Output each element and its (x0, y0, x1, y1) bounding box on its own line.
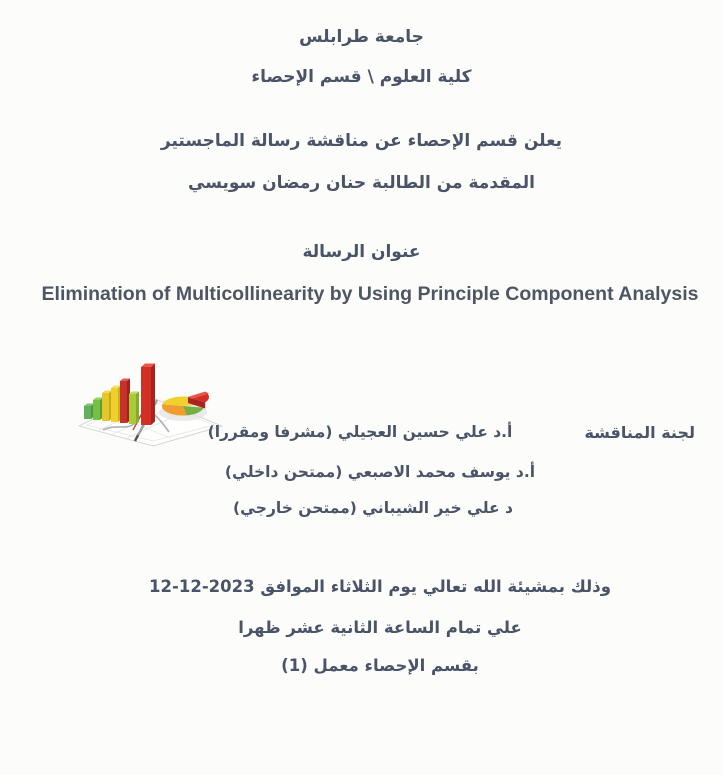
announcement-line-1: يعلن قسم الإحصاء عن مناقشة رسالة الماجستير (160, 131, 563, 151)
date-line: وذلك بمشيئة الله تعالي يوم الثلاثاء الموافق 2023-12-12 (149, 577, 611, 596)
thesis-title-label: عنوان الرسالة (302, 242, 421, 262)
committee-label: لجنة المناقشة (584, 423, 695, 442)
committee-member-3: د علي خير الشيباني (ممتحن خارجي) (233, 499, 513, 517)
pie-chart (159, 392, 209, 421)
announcement-line-2: المقدمة من الطالبة حنان رمضان سويسي (188, 173, 535, 193)
bar-chart (84, 364, 155, 426)
committee-member-2: أ.د يوسف محمد الاصبعي (ممتحن داخلي) (224, 463, 536, 481)
committee-member-1: أ.د علي حسين العجيلي (مشرفا ومقررا) (207, 423, 513, 441)
thesis-title-english: Elimination of Multicollinearity by Using Principle Component Analysis (41, 283, 699, 305)
university-name: جامعة طرابلس (299, 27, 424, 47)
location-line: بقسم الإحصاء معمل (1) (281, 656, 479, 675)
faculty-department: كلية العلوم \ قسم الإحصاء (251, 67, 472, 87)
time-line: علي تمام الساعة الثانية عشر ظهرا (238, 618, 522, 637)
